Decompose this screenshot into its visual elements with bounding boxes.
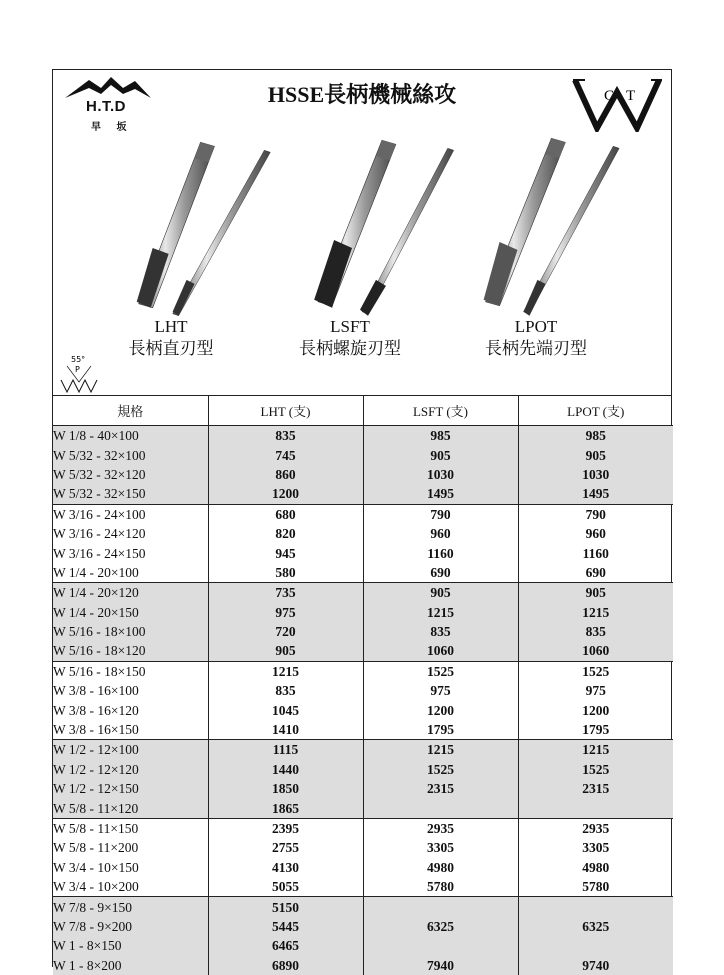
cell-lht: 905 [208, 641, 363, 661]
table-row [53, 858, 673, 877]
cell-lsft: 1160 [363, 543, 518, 562]
ctw-brand-logo [571, 74, 663, 132]
price-table [53, 396, 673, 975]
cell-lpot: 2315 [518, 779, 673, 798]
brand-t: T [626, 88, 636, 104]
cell-lht: 835 [208, 681, 363, 700]
product-name: 長柄直刃型 [128, 339, 214, 358]
cell-lsft: 4980 [363, 858, 518, 877]
table-row [53, 661, 673, 681]
table-row [53, 543, 673, 562]
cell-lpot: 835 [518, 622, 673, 641]
lpot-large-tap-image [484, 138, 566, 305]
cell-spec: W 1/2 - 12×100 [53, 740, 208, 760]
cell-spec: W 1 - 8×200 [53, 956, 208, 975]
cell-lsft [363, 897, 518, 917]
cell-lsft: 690 [363, 563, 518, 583]
table-row [53, 465, 673, 484]
product-lsft-label [265, 316, 435, 360]
cell-lpot: 4980 [582, 859, 610, 875]
cell-lht: 1850 [208, 779, 363, 798]
cell-lht: 975 [208, 603, 363, 622]
cell-lpot: 6325 [518, 917, 673, 936]
cell-lsft: 905 [363, 445, 518, 464]
cell-lsft: 1215 [363, 740, 518, 760]
cell-lht: 1215 [208, 661, 363, 681]
cell-lpot [518, 936, 673, 955]
cell-spec: W 1/4 - 20×100 [53, 563, 208, 583]
product-code: LPOT [514, 317, 558, 336]
cell-spec: W 1 - 8×150 [53, 936, 208, 955]
product-images [53, 130, 671, 330]
cell-lsft: 6325 [363, 917, 518, 936]
cell-lht: 1865 [208, 798, 363, 818]
cell-spec: W 3/8 - 16×150 [53, 720, 208, 740]
cell-lsft: 1795 [363, 720, 518, 740]
cell-lht: 5445 [208, 917, 363, 936]
cell-spec: W 5/8 - 11×200 [53, 838, 208, 857]
cell-lht: 835 [208, 426, 363, 446]
cell-lsft [363, 798, 518, 818]
table-row [53, 917, 673, 936]
logo-text: H.T.D [86, 98, 126, 115]
cell-lpot: 1060 [518, 641, 673, 661]
cell-lsft: 905 [363, 583, 518, 603]
cell-lpot: 1200 [582, 702, 610, 718]
w-letter-icon [571, 74, 663, 132]
cell-lpot: 1495 [518, 484, 673, 504]
cell-spec: W 3/4 - 10×150 [53, 858, 208, 877]
cell-spec: W 5/16 - 18×100 [53, 622, 208, 641]
table-row [53, 779, 673, 798]
cell-spec: W 1/4 - 20×120 [53, 583, 208, 603]
table-row [53, 936, 673, 955]
product-lpot-label [451, 316, 621, 360]
table-row [53, 445, 673, 464]
table-row [53, 700, 673, 719]
table-row [53, 818, 673, 838]
cell-lht: 1440 [208, 760, 363, 779]
cell-lht: 6465 [208, 936, 363, 955]
cell-lht: 745 [208, 445, 363, 464]
cell-lsft: 1495 [363, 484, 518, 504]
cell-lpot: 9740 [518, 956, 673, 975]
cell-lpot: 3305 [582, 840, 610, 856]
col-header-spec: 規格 [53, 396, 208, 426]
product-code: LSFT [330, 317, 370, 336]
table-row [53, 798, 673, 818]
cell-lpot [518, 798, 673, 818]
cell-lht: 820 [208, 524, 363, 543]
table-row [53, 583, 673, 603]
cell-spec: W 5/8 - 11×120 [53, 798, 208, 818]
table-body [53, 426, 673, 975]
cell-lht: 1410 [208, 720, 363, 740]
cell-lsft: 1030 [363, 465, 518, 484]
cell-lsft: 2935 [363, 818, 518, 838]
table-row [53, 504, 673, 524]
lht-large-tap-image [137, 142, 215, 307]
table-row [53, 838, 673, 857]
cell-lht: 5150 [208, 897, 363, 917]
cell-spec: W 7/8 - 9×150 [53, 897, 208, 917]
thread-pitch-icon [57, 352, 101, 394]
table-row [53, 622, 673, 641]
cell-lsft: 5780 [363, 877, 518, 897]
cell-lpot: 975 [585, 683, 606, 699]
cell-lsft: 1060 [363, 641, 518, 661]
table-row [53, 681, 673, 700]
cell-lsft [363, 936, 518, 955]
cell-lsft: 7940 [363, 956, 518, 975]
cell-lsft: 3305 [363, 838, 518, 857]
cell-spec: W 1/4 - 20×150 [53, 603, 208, 622]
cell-spec: W 1/2 - 12×120 [53, 760, 208, 779]
cell-lpot [518, 897, 673, 917]
table-row [53, 603, 673, 622]
catalog-header [53, 70, 671, 396]
cell-lht: 6890 [208, 956, 363, 975]
cell-lht: 680 [208, 504, 363, 524]
product-name: 長柄先端刃型 [485, 339, 587, 358]
cell-lpot: 985 [518, 426, 673, 446]
table-row [53, 484, 673, 504]
cell-spec: W 3/8 - 16×120 [53, 700, 208, 719]
cell-spec: W 1/2 - 12×150 [53, 779, 208, 798]
cell-spec: W 3/16 - 24×100 [53, 504, 208, 524]
product-lht-label [86, 316, 256, 360]
cell-lsft: 1525 [363, 760, 518, 779]
catalog-frame [52, 69, 672, 973]
table-row [53, 426, 673, 446]
cell-lpot: 960 [585, 526, 606, 542]
cell-lpot: 1525 [518, 661, 673, 681]
table-row [53, 877, 673, 897]
col-header-lpot: LPOT (支) [518, 396, 673, 426]
cell-lpot: 1030 [518, 465, 673, 484]
cell-lsft: 975 [363, 681, 518, 700]
cell-spec: W 5/16 - 18×120 [53, 641, 208, 661]
cell-lht: 945 [208, 543, 363, 562]
cell-lpot: 790 [518, 504, 673, 524]
table-row [53, 524, 673, 543]
cell-lpot: 1215 [518, 603, 673, 622]
cell-lsft: 1215 [363, 603, 518, 622]
product-code: LHT [154, 317, 188, 336]
cell-spec: W 5/32 - 32×150 [53, 484, 208, 504]
table-row [53, 641, 673, 661]
cell-spec: W 7/8 - 9×200 [53, 917, 208, 936]
lht-small-tap-image [173, 150, 271, 315]
cell-lsft: 790 [363, 504, 518, 524]
cell-spec: W 1/8 - 40×100 [53, 426, 208, 446]
cell-lpot: 690 [585, 564, 606, 580]
table-row [53, 563, 673, 583]
cell-spec: W 3/4 - 10×200 [53, 877, 208, 897]
cell-spec: W 5/8 - 11×150 [53, 818, 208, 838]
page-title: HSSE長柄機械絲攻 [267, 82, 457, 107]
table-row [53, 720, 673, 740]
cell-lht: 5055 [208, 877, 363, 897]
table-row [53, 760, 673, 779]
cell-lpot: 905 [518, 445, 673, 464]
cell-lht: 860 [208, 465, 363, 484]
cell-lsft: 985 [363, 426, 518, 446]
cell-spec: W 5/32 - 32×120 [53, 465, 208, 484]
cell-lpot: 1215 [518, 740, 673, 760]
cell-spec: W 5/16 - 18×150 [53, 661, 208, 681]
logo-subtext: 早 坂 [91, 122, 133, 133]
cell-spec: W 3/8 - 16×100 [53, 681, 208, 700]
cell-lht: 580 [208, 563, 363, 583]
brand-c: C [604, 88, 615, 104]
cell-lsft: 1200 [363, 700, 518, 719]
cell-lpot: 905 [518, 583, 673, 603]
cell-lpot: 1160 [582, 545, 609, 561]
col-header-lht: LHT (支) [208, 396, 363, 426]
table-row [53, 740, 673, 760]
table-row [53, 956, 673, 975]
table-header-row [53, 396, 673, 426]
cell-lht: 4130 [208, 858, 363, 877]
cell-lht: 2395 [208, 818, 363, 838]
cell-lsft: 1525 [363, 661, 518, 681]
cell-lht: 1200 [208, 484, 363, 504]
cell-lht: 2755 [208, 838, 363, 857]
cell-spec: W 3/16 - 24×150 [53, 543, 208, 562]
cell-lpot: 5780 [582, 879, 610, 895]
product-name: 長柄螺旋刃型 [299, 339, 401, 358]
col-header-lsft: LSFT (支) [363, 396, 518, 426]
pitch-label: P [75, 365, 80, 374]
cell-lsft: 835 [363, 622, 518, 641]
cell-lht: 1115 [208, 740, 363, 760]
cell-lsft: 960 [363, 524, 518, 543]
cell-lpot: 1795 [582, 722, 610, 738]
cell-lpot: 1525 [518, 760, 673, 779]
cell-lsft: 2315 [363, 779, 518, 798]
cell-lht: 735 [208, 583, 363, 603]
table-row [53, 897, 673, 917]
cell-lpot: 2935 [518, 818, 673, 838]
cell-lht: 1045 [208, 700, 363, 719]
cell-spec: W 3/16 - 24×120 [53, 524, 208, 543]
cell-lht: 720 [208, 622, 363, 641]
cell-spec: W 5/32 - 32×100 [53, 445, 208, 464]
pitch-angle: 55° [71, 355, 86, 364]
